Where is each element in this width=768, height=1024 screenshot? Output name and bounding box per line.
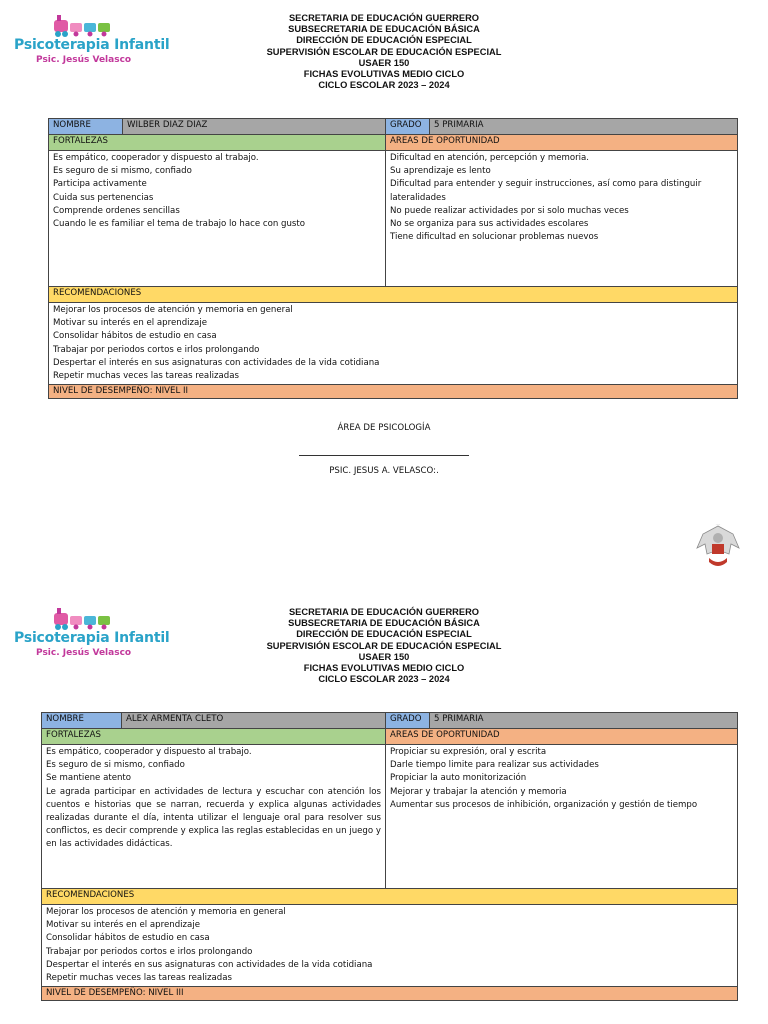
area-item: lateralidades bbox=[390, 192, 446, 203]
recomendacion-item: Consolidar hábitos de estudio en casa bbox=[53, 331, 217, 342]
fortaleza-item: Cuando le es familiar el tema de trabajo lo hace con gusto bbox=[53, 219, 306, 230]
fortaleza-item: Se mantiene atento bbox=[46, 773, 132, 784]
grado-value: 5 PRIMARIA bbox=[430, 119, 738, 135]
toy-train-icon bbox=[52, 607, 116, 631]
fortaleza-item: Comprende ordenes sencillas bbox=[53, 205, 180, 216]
areas-cell bbox=[386, 151, 738, 287]
grado-value: 5 PRIMARIA bbox=[430, 713, 738, 729]
recomendacion-item: Motivar su interés en el aprendizaje bbox=[53, 318, 207, 329]
area-item: Su aprendizaje es lento bbox=[390, 166, 491, 177]
recomendaciones-cell bbox=[49, 303, 738, 385]
header-line: SUBSECRETARIA DE EDUCACIÓN BÁSICA bbox=[288, 24, 480, 35]
recomendacion-item: Mejorar los procesos de atención y memoria en general bbox=[46, 907, 286, 917]
area-item: Dificultad en atención, percepción y memoria. bbox=[390, 153, 590, 163]
document-header bbox=[230, 13, 538, 91]
header-line: USAER 150 bbox=[358, 651, 410, 662]
area-item: Tiene dificultad en solucionar problemas nuevos bbox=[390, 232, 599, 243]
fortalezas-header: FORTALEZAS bbox=[49, 135, 386, 151]
nivel-desempeno: NIVEL DE DESEMPEÑO: NIVEL II bbox=[49, 385, 738, 399]
header-line: SECRETARIA DE EDUCACIÓN GUERRERO bbox=[288, 13, 480, 23]
area-item: No puede realizar actividades por si solo muchas veces bbox=[390, 205, 629, 216]
fortaleza-item: Es empático, cooperador y dispuesto al trabajo. bbox=[53, 153, 259, 163]
fortaleza-paragraph: Le agrada participar en actividades de lectura y escuchar con atención los cuentos e historias que se narran, recuerda y explica algunas actividades realizadas durante el día, intenta utilizar el lenguaje oral para resolver sus conflictos, es decir comprende y explica las reglas establecidas en un juego y en las actividades didácticas. bbox=[46, 786, 381, 850]
fortaleza-item: Participa activamente bbox=[53, 179, 147, 190]
grado-label: GRADO bbox=[386, 119, 430, 135]
recomendacion-item: Despertar el interés en sus asignaturas con actividades de la vida cotidiana bbox=[46, 959, 373, 970]
fortaleza-item: Es seguro de si mismo, confiado bbox=[46, 760, 185, 771]
header-line: CICLO ESCOLAR 2023 – 2024 bbox=[318, 674, 450, 685]
header-line: USAER 150 bbox=[358, 57, 410, 68]
area-item: Aumentar sus procesos de inhibición, organización y gestión de tiempo bbox=[390, 799, 698, 810]
area-psicologia: ÁREA DE PSICOLOGÍA bbox=[337, 423, 431, 433]
nombre-value: ALEX ARMENTA CLETO bbox=[122, 713, 386, 729]
signature-line bbox=[299, 455, 469, 456]
recomendacion-item: Trabajar por periodos cortos e irlos prolongando bbox=[46, 946, 253, 957]
logo-subtitle: Psic. Jesús Velasco bbox=[36, 648, 132, 658]
area-item: Darle tiempo limite para realizar sus actividades bbox=[390, 760, 599, 771]
svg-text:·····: ····· bbox=[715, 522, 721, 526]
areas-header: AREAS DE OPORTUNIDAD bbox=[386, 135, 738, 151]
recomendacion-item: Consolidar hábitos de estudio en casa bbox=[46, 933, 210, 944]
header-line: FICHAS EVOLUTIVAS MEDIO CICLO bbox=[303, 663, 465, 674]
logo-brand: Psicoterapia Infantil bbox=[14, 630, 170, 646]
fortaleza-item: Cuida sus pertenencias bbox=[53, 192, 154, 203]
recomendacion-item: Repetir muchas veces las tareas realizadas bbox=[46, 973, 232, 984]
document-header bbox=[230, 607, 538, 685]
fortaleza-item: Es empático, cooperador y dispuesto al trabajo. bbox=[46, 747, 252, 757]
nombre-label: NOMBRE bbox=[49, 119, 123, 135]
header-line: DIRECCIÓN DE EDUCACIÓN ESPECIAL bbox=[296, 629, 472, 640]
grado-label: GRADO bbox=[386, 713, 430, 729]
recomendaciones-header: RECOMENDACIONES bbox=[42, 889, 738, 905]
logo-subtitle: Psic. Jesús Velasco bbox=[36, 55, 132, 65]
firma-nombre: PSIC. JESUS A. VELASCO:. bbox=[329, 466, 439, 476]
recomendacion-item: Repetir muchas veces las tareas realizadas bbox=[53, 371, 239, 382]
recomendacion-item: Trabajar por periodos cortos e irlos prolongando bbox=[53, 344, 260, 355]
recomendacion-item: Mejorar los procesos de atención y memoria en general bbox=[53, 305, 293, 315]
logo bbox=[14, 14, 170, 74]
area-item: Propiciar la auto monitorización bbox=[390, 773, 527, 784]
header-line: SUPERVISIÓN ESCOLAR DE EDUCACIÓN ESPECIAL bbox=[266, 46, 502, 57]
areas-header: AREAS DE OPORTUNIDAD bbox=[386, 729, 738, 745]
area-item: No se organiza para sus actividades escolares bbox=[390, 219, 589, 230]
header-line: DIRECCIÓN DE EDUCACIÓN ESPECIAL bbox=[296, 35, 472, 46]
toy-train-icon bbox=[52, 14, 116, 38]
area-item: Propiciar su expresión, oral y escrita bbox=[390, 747, 547, 757]
nombre-value: WILBER DIAZ DIAZ bbox=[123, 119, 386, 135]
recomendacion-item: Despertar el interés en sus asignaturas con actividades de la vida cotidiana bbox=[53, 357, 380, 368]
header-line: CICLO ESCOLAR 2023 – 2024 bbox=[318, 80, 450, 91]
fortalezas-header: FORTALEZAS bbox=[42, 729, 386, 745]
fortalezas-cell bbox=[49, 151, 386, 287]
areas-cell bbox=[386, 745, 738, 889]
institutional-seal-icon bbox=[693, 520, 743, 572]
header-line: SUPERVISIÓN ESCOLAR DE EDUCACIÓN ESPECIAL bbox=[266, 640, 502, 651]
nivel-desempeno: NIVEL DE DESEMPEÑO: NIVEL III bbox=[42, 987, 738, 1001]
area-item: Dificultad para entender y seguir instrucciones, así como para distinguir bbox=[390, 179, 702, 190]
header-line: SUBSECRETARIA DE EDUCACIÓN BÁSICA bbox=[288, 618, 480, 629]
logo-brand: Psicoterapia Infantil bbox=[14, 37, 170, 53]
logo bbox=[14, 607, 170, 667]
header-line: SECRETARIA DE EDUCACIÓN GUERRERO bbox=[288, 607, 480, 617]
nombre-label: NOMBRE bbox=[42, 713, 122, 729]
recomendaciones-cell bbox=[42, 905, 738, 987]
header-line: FICHAS EVOLUTIVAS MEDIO CICLO bbox=[303, 69, 465, 80]
recomendaciones-header: RECOMENDACIONES bbox=[49, 287, 738, 303]
area-item: Mejorar y trabajar la atención y memoria bbox=[390, 786, 567, 797]
fortaleza-item: Es seguro de si mismo, confiado bbox=[53, 166, 192, 177]
recomendacion-item: Motivar su interés en el aprendizaje bbox=[46, 920, 200, 931]
fortalezas-cell bbox=[42, 745, 386, 889]
ficha-table bbox=[48, 118, 738, 399]
ficha-table bbox=[41, 712, 738, 1001]
